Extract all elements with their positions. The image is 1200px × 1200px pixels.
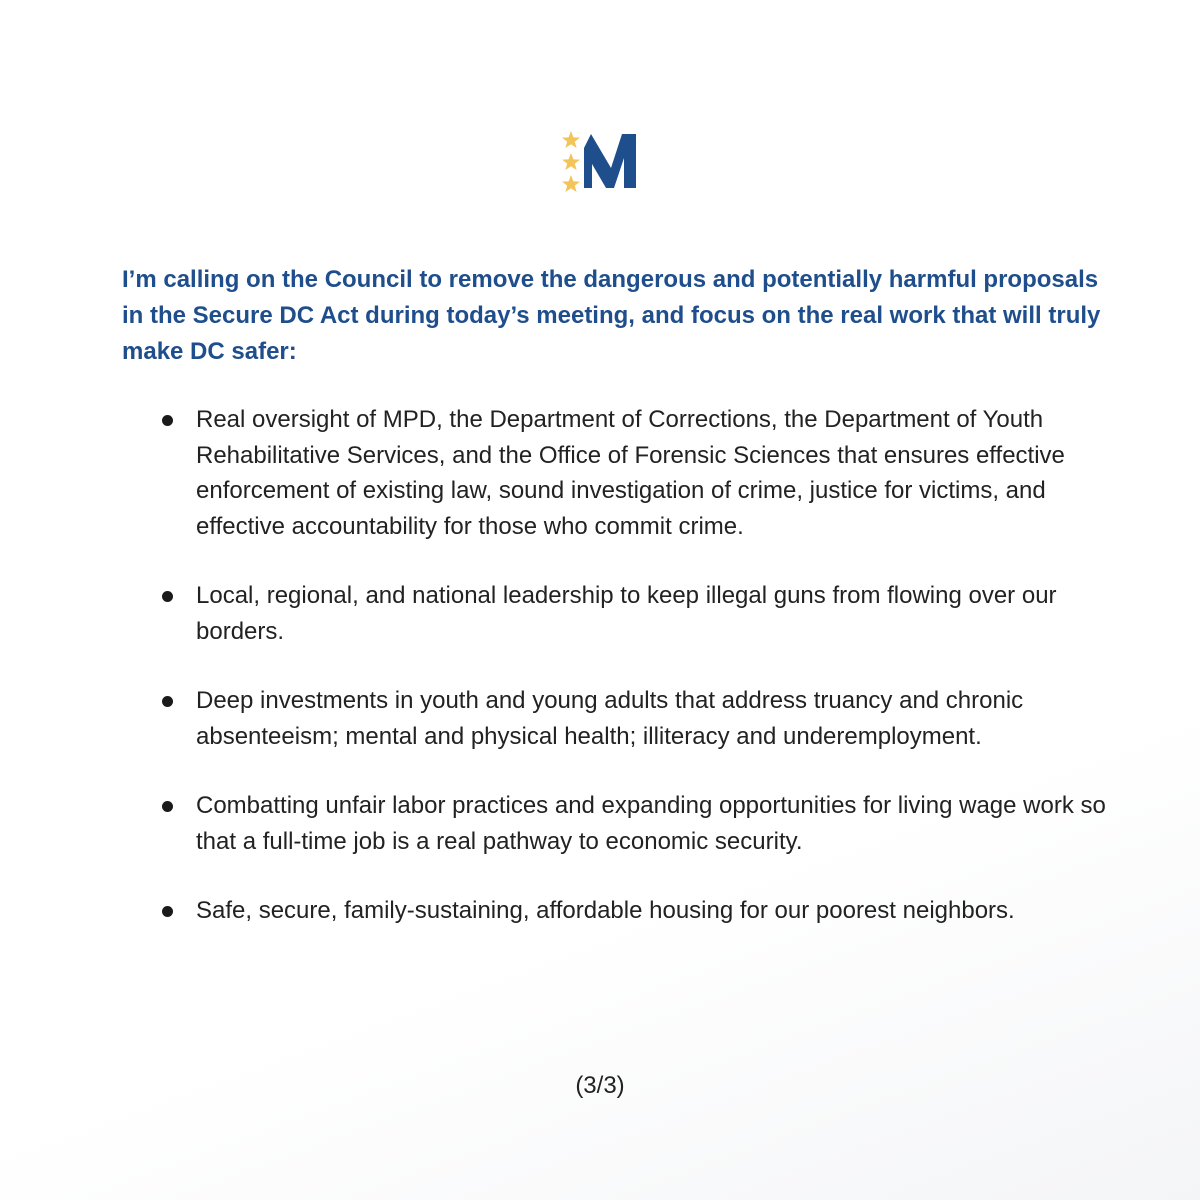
list-item xyxy=(160,893,1120,929)
star-icons xyxy=(562,131,580,192)
m-stars-logo xyxy=(558,128,640,194)
list-item xyxy=(160,788,1120,859)
bullet-icon xyxy=(162,696,173,707)
page-counter: (3/3) xyxy=(575,1072,625,1099)
star-icon xyxy=(562,175,580,192)
bullet-icon xyxy=(162,415,173,426)
intro-heading: I’m calling on the Council to remove the dangerous and potentially harmful proposals in the Secure DC Act during today’s meeting, and focus on the real work that will truly make DC safer: xyxy=(122,266,1101,365)
logo-graphic xyxy=(558,128,640,194)
list-item-text: Real oversight of MPD, the Department of Corrections, the Department of Youth Rehabilitative Services, and the Office of Forensic Sciences that ensures effective enforcement of existing law, sound investigation of crime, justice for victims, and effective accountability for those who commit crime. xyxy=(196,406,1065,540)
list-item xyxy=(160,402,1120,544)
list-item-text: Local, regional, and national leadership to keep illegal guns from flowing over our borders. xyxy=(196,582,1057,645)
list-item-text: Deep investments in youth and young adults that address truancy and chronic absenteeism; mental and physical health; illiteracy and underemployment. xyxy=(196,687,1024,750)
priority-list xyxy=(160,402,1120,963)
list-item-text: Safe, secure, family-sustaining, affordable housing for our poorest neighbors. xyxy=(196,897,1015,924)
bullet-icon xyxy=(162,906,173,917)
star-icon xyxy=(562,131,580,148)
star-icon xyxy=(562,153,580,170)
list-item-text: Combatting unfair labor practices and expanding opportunities for living wage work so that a full-time job is a real pathway to economic security. xyxy=(196,792,1106,855)
bullet-icon xyxy=(162,801,173,812)
m-letter-icon xyxy=(584,134,636,188)
list-item xyxy=(160,578,1120,649)
list-item xyxy=(160,683,1120,754)
bullet-icon xyxy=(162,591,173,602)
